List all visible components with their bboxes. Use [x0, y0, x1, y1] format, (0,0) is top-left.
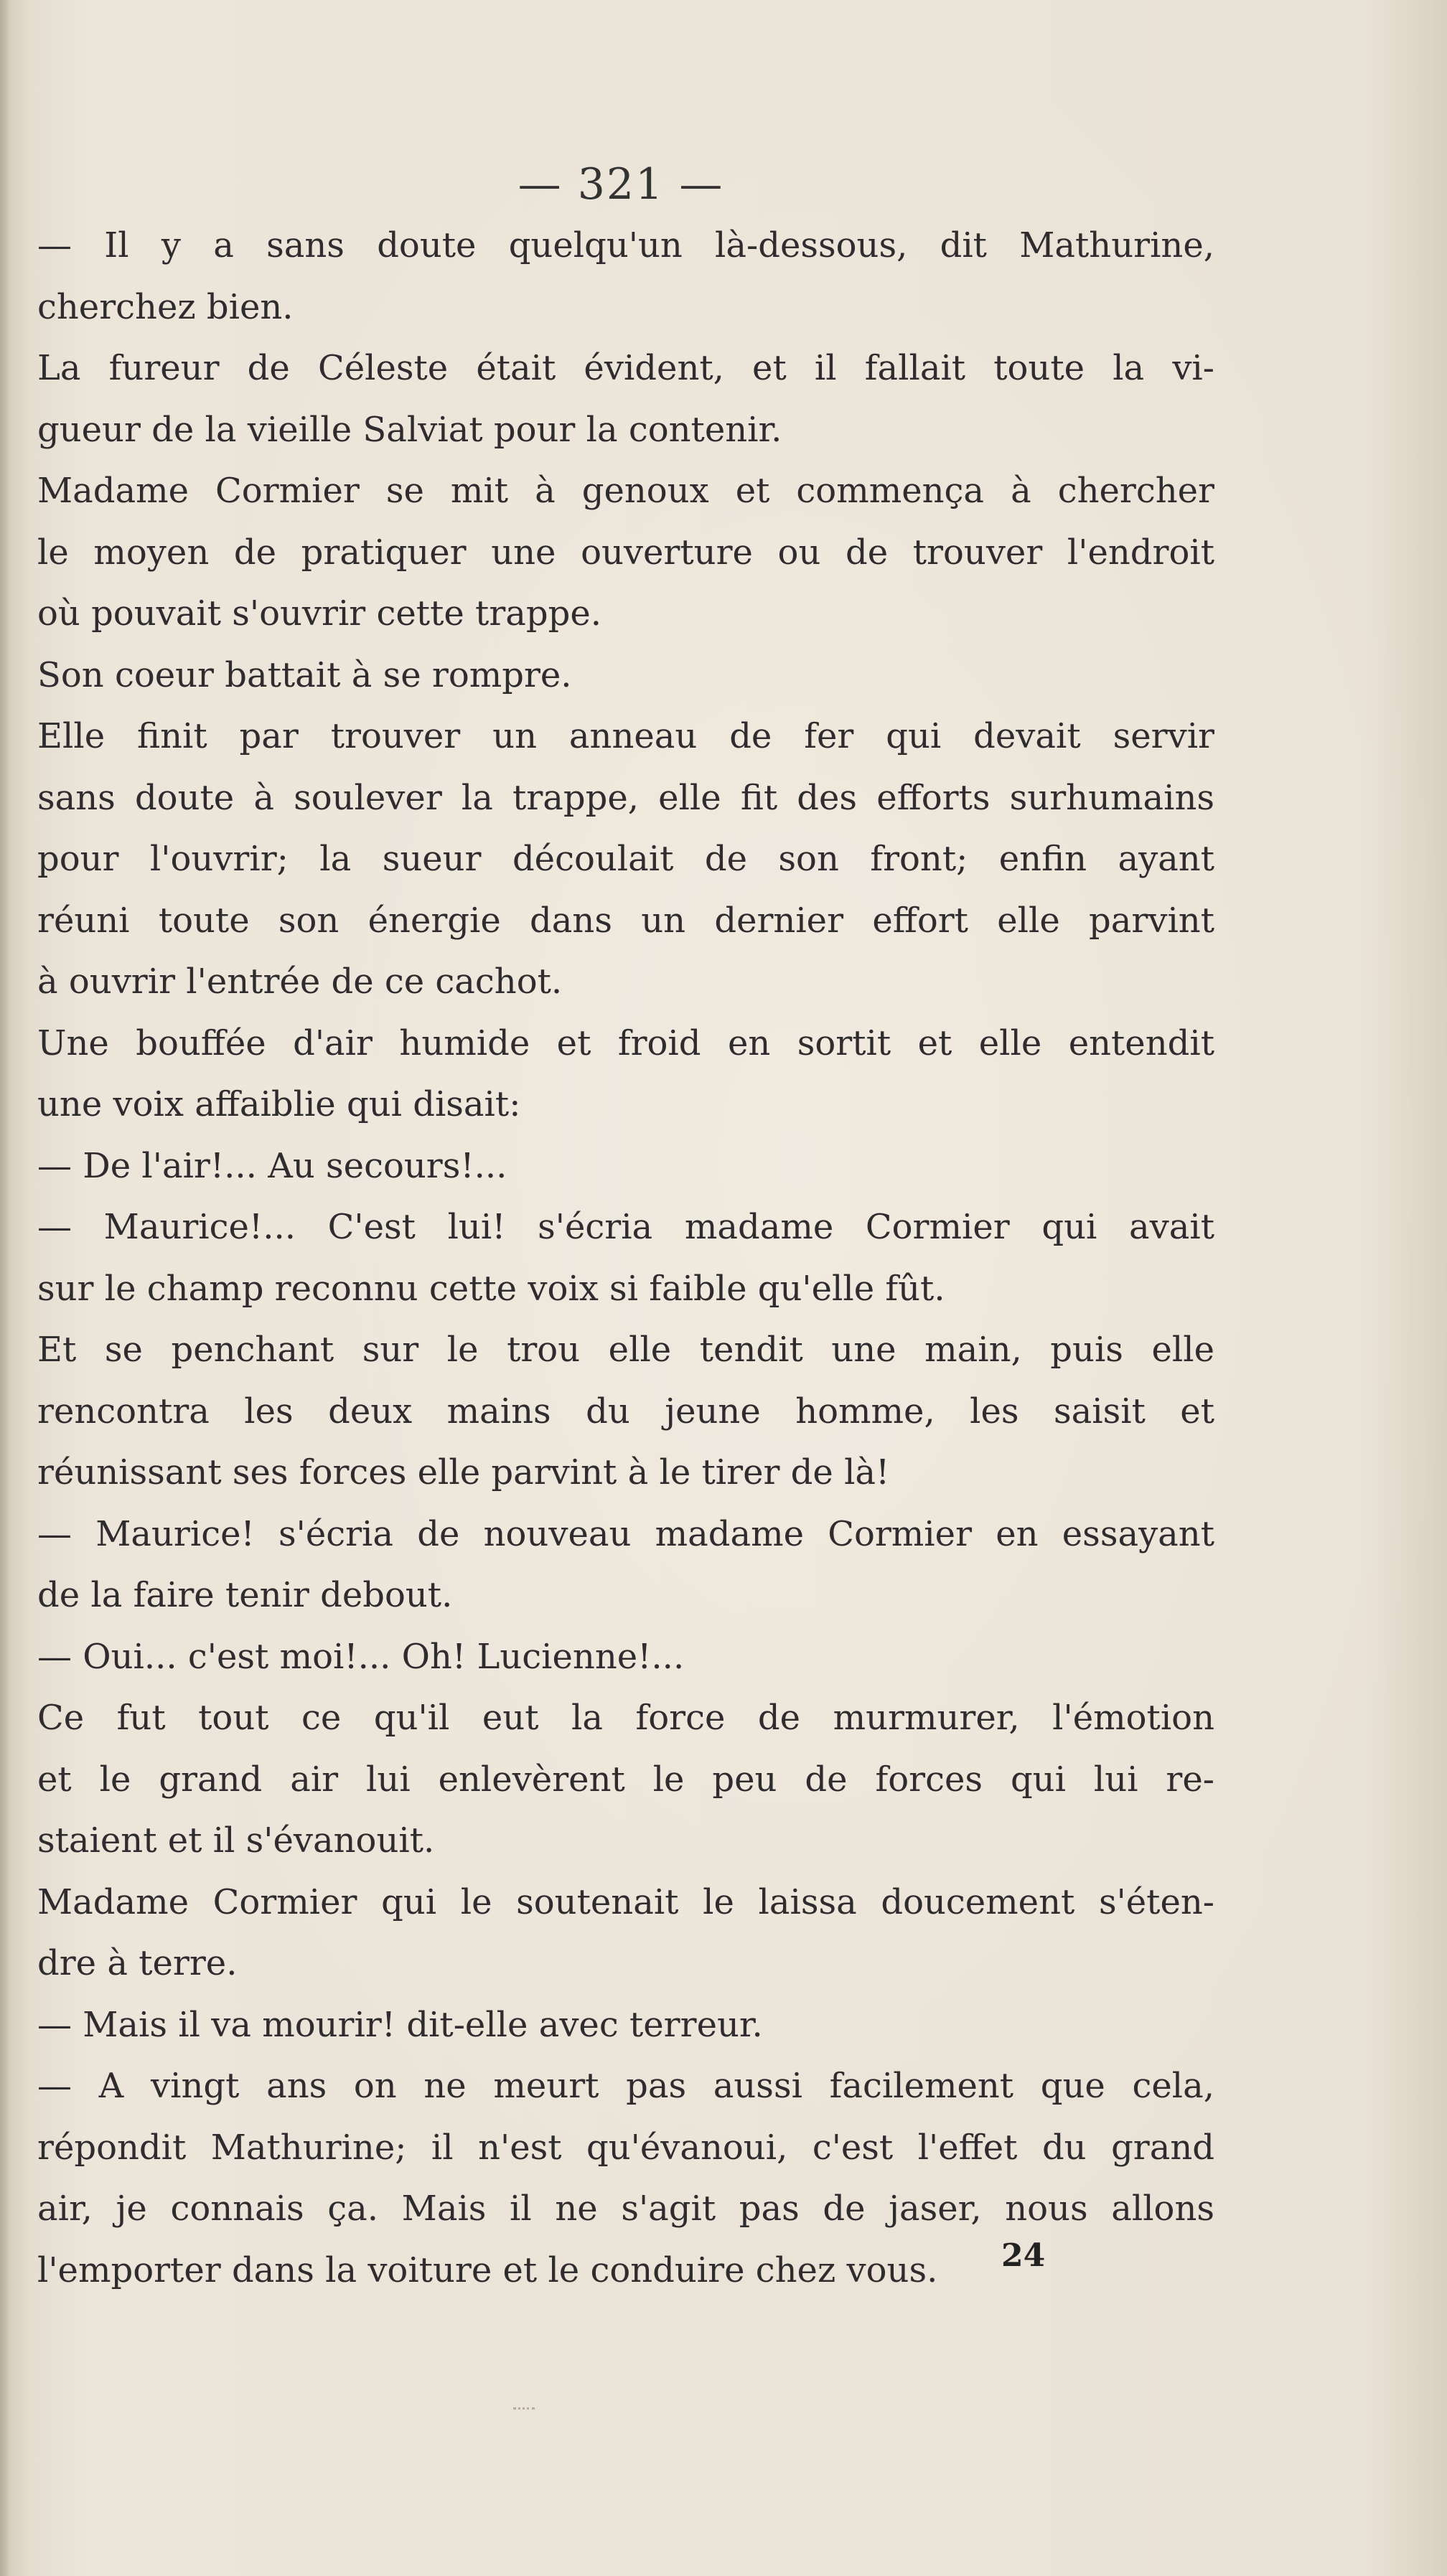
text-line: — De l'air!... Au secours!...: [37, 1145, 507, 1186]
text-line: où pouvait s'ouvrir cette trappe.: [37, 593, 601, 634]
text-line: Madame Cormier qui le soutenait le laissa doucement s'éten-: [37, 1881, 1214, 1922]
printer-signature-mark: 24: [1001, 2237, 1046, 2274]
text-line: réuni toute son énergie dans un dernier effort elle parvint: [37, 900, 1214, 941]
text-line: Et se penchant sur le trou elle tendit une main, puis elle: [37, 1330, 1214, 1370]
text-line: air, je connais ça. Mais il ne s'agit pas de jaser, nous allons: [37, 2189, 1214, 2229]
text-line: — Il y a sans doute quelqu'un là-dessous, dit Mathurine,: [37, 225, 1214, 265]
text-line: à ouvrir l'entrée de ce cachot.: [37, 962, 563, 1002]
text-line: cherchez bien.: [37, 286, 294, 327]
text-line: le moyen de pratiquer une ouverture ou de trouver l'endroit: [37, 532, 1214, 573]
text-line: — A vingt ans on ne meurt pas aussi facilement que cela,: [37, 2066, 1214, 2106]
text-line: répondit Mathurine; il n'est qu'évanoui, c'est l'effet du grand: [37, 2127, 1214, 2168]
text-line: rencontra les deux mains du jeune homme, les saisit et: [37, 1391, 1214, 1432]
text-line: staient et il s'évanouit.: [37, 1820, 435, 1861]
text-line: réunissant ses forces elle parvint à le tirer de là!: [37, 1452, 890, 1493]
text-line: sur le champ reconnu cette voix si faible qu'elle fût.: [37, 1268, 945, 1309]
body-text: [37, 215, 1214, 2301]
page-smudge: [513, 2407, 535, 2414]
text-line: pour l'ouvrir; la sueur découlait de son front; enfin ayant: [37, 839, 1214, 879]
text-line: — Oui... c'est moi!... Oh! Lucienne!...: [37, 1636, 685, 1677]
text-line: gueur de la vieille Salviat pour la contenir.: [37, 409, 782, 450]
text-line: Madame Cormier se mit à genoux et commença à chercher: [37, 471, 1214, 511]
text-line: Elle finit par trouver un anneau de fer qui devait servir: [37, 716, 1214, 756]
text-line: sans doute à soulever la trappe, elle fit des efforts surhumains: [37, 777, 1214, 818]
text-line: — Maurice!... C'est lui! s'écria madame Cormier qui avait: [37, 1207, 1214, 1247]
text-line: et le grand air lui enlevèrent le peu de forces qui lui re-: [37, 1759, 1214, 1800]
binding-edge: [0, 0, 10, 2576]
text-line: une voix affaiblie qui disait:: [37, 1084, 521, 1124]
text-line: — Maurice! s'écria de nouveau madame Cormier en essayant: [37, 1513, 1214, 1554]
text-line: La fureur de Céleste était évident, et il fallait toute la vi-: [37, 348, 1214, 388]
page-number: — 321 —: [518, 159, 724, 210]
text-line: Une bouffée d'air humide et froid en sortit et elle entendit: [37, 1023, 1214, 1063]
text-line: l'emporter dans la voiture et le conduire chez vous.: [37, 2250, 938, 2290]
text-line: Ce fut tout ce qu'il eut la force de murmurer, l'émotion: [37, 1698, 1214, 1738]
text-line: de la faire tenir debout.: [37, 1575, 453, 1615]
text-line: — Mais il va mourir! dit-elle avec terreur.: [37, 2004, 763, 2045]
text-line: Son coeur battait à se rompre.: [37, 654, 572, 695]
text-line: dre à terre.: [37, 1943, 238, 1983]
